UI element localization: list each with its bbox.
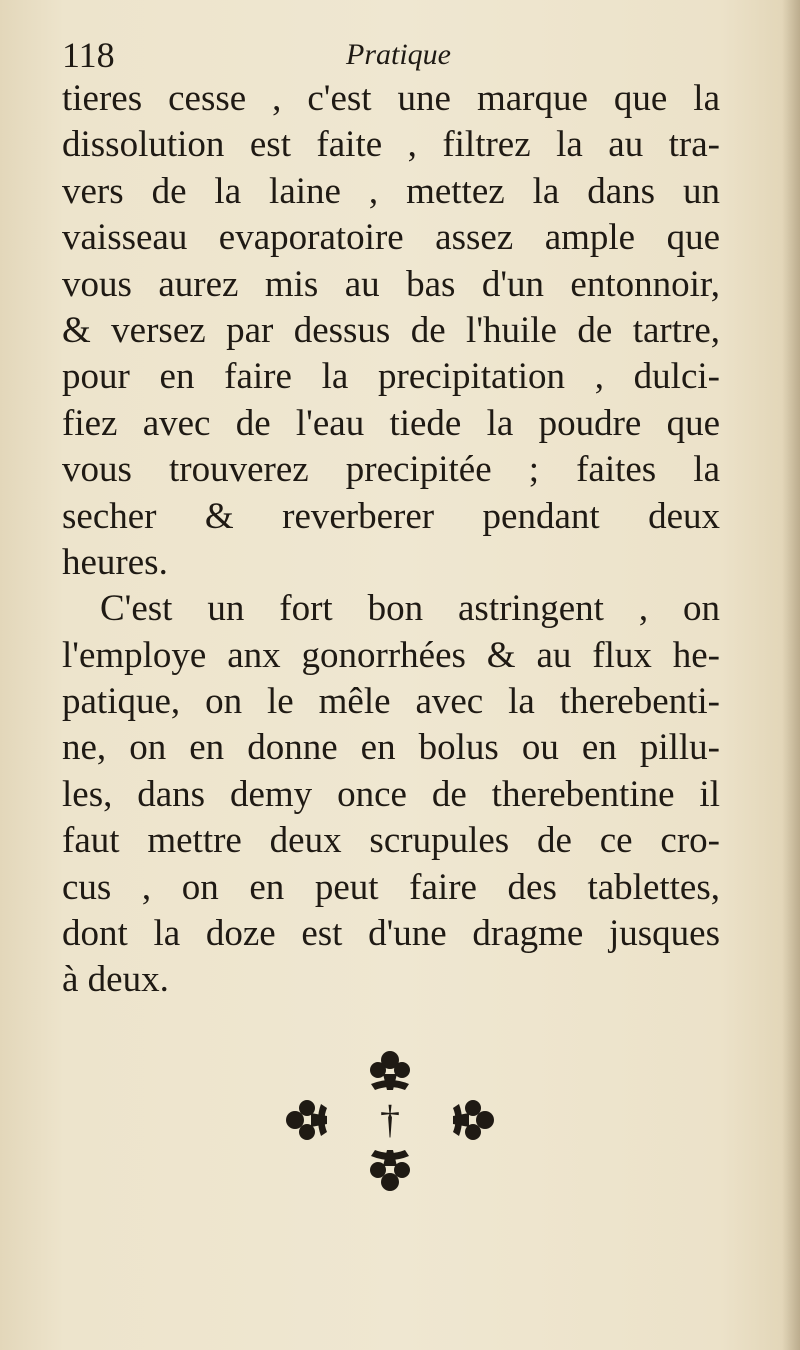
- fleuron-top-icon: [370, 1051, 410, 1090]
- body-text: [62, 76, 720, 1004]
- text-line: dissolution est faite , filtrez la au tra-: [62, 124, 720, 166]
- text-line: heures.: [62, 541, 168, 583]
- paragraph-1: [62, 76, 720, 586]
- text-line: à deux.: [62, 959, 169, 1001]
- text-line: vers de la laine , mettez la dans un: [62, 170, 720, 212]
- text-line: vous trouverez precipitée ; faites la: [62, 449, 720, 491]
- text-line: secher & reverberer pendant deux: [62, 495, 720, 537]
- text-line: fiez avec de l'eau tiede la poudre que: [62, 402, 720, 444]
- fleuron-cross-ornament-icon: [275, 1040, 505, 1200]
- text-line: ne, on en donne en bolus ou en pillu-: [62, 727, 720, 769]
- text-line: cus , on en peut faire des tablettes,: [62, 866, 720, 908]
- text-line: dont la doze est d'une dragme jusques: [62, 913, 720, 955]
- page-header: [62, 30, 722, 80]
- fleuron-bottom-icon: [370, 1150, 410, 1191]
- text-line: tieres cesse , c'est une marque que la: [62, 78, 720, 119]
- text-line: patique, on le mêle avec la therebenti-: [62, 681, 720, 723]
- cross-glyph: †: [380, 1097, 400, 1142]
- text-line: vaisseau evaporatoire assez ample que: [62, 217, 720, 259]
- text-line: l'employe anx gonorrhées & au flux he-: [62, 634, 720, 676]
- fleuron-right-icon: [453, 1100, 494, 1140]
- text-line: C'est un fort bon astringent , on: [100, 588, 720, 630]
- fleuron-left-icon: [286, 1100, 327, 1140]
- text-line: les, dans demy once de therebentine il: [62, 773, 720, 815]
- text-line: vous aurez mis au bas d'un entonnoir,: [62, 263, 720, 305]
- page-number: 118: [62, 35, 115, 75]
- ornament-svg: [275, 1040, 505, 1200]
- paragraph-2: [62, 586, 720, 1004]
- text-line: faut mettre deux scrupules de ce cro-: [62, 820, 720, 862]
- running-head: Pratique: [346, 38, 451, 71]
- page-edge-shadow: [782, 0, 800, 1350]
- text-line: pour en faire la precipitation , dulci-: [62, 356, 720, 398]
- text-line: & versez par dessus de l'huile de tartre,: [62, 309, 720, 351]
